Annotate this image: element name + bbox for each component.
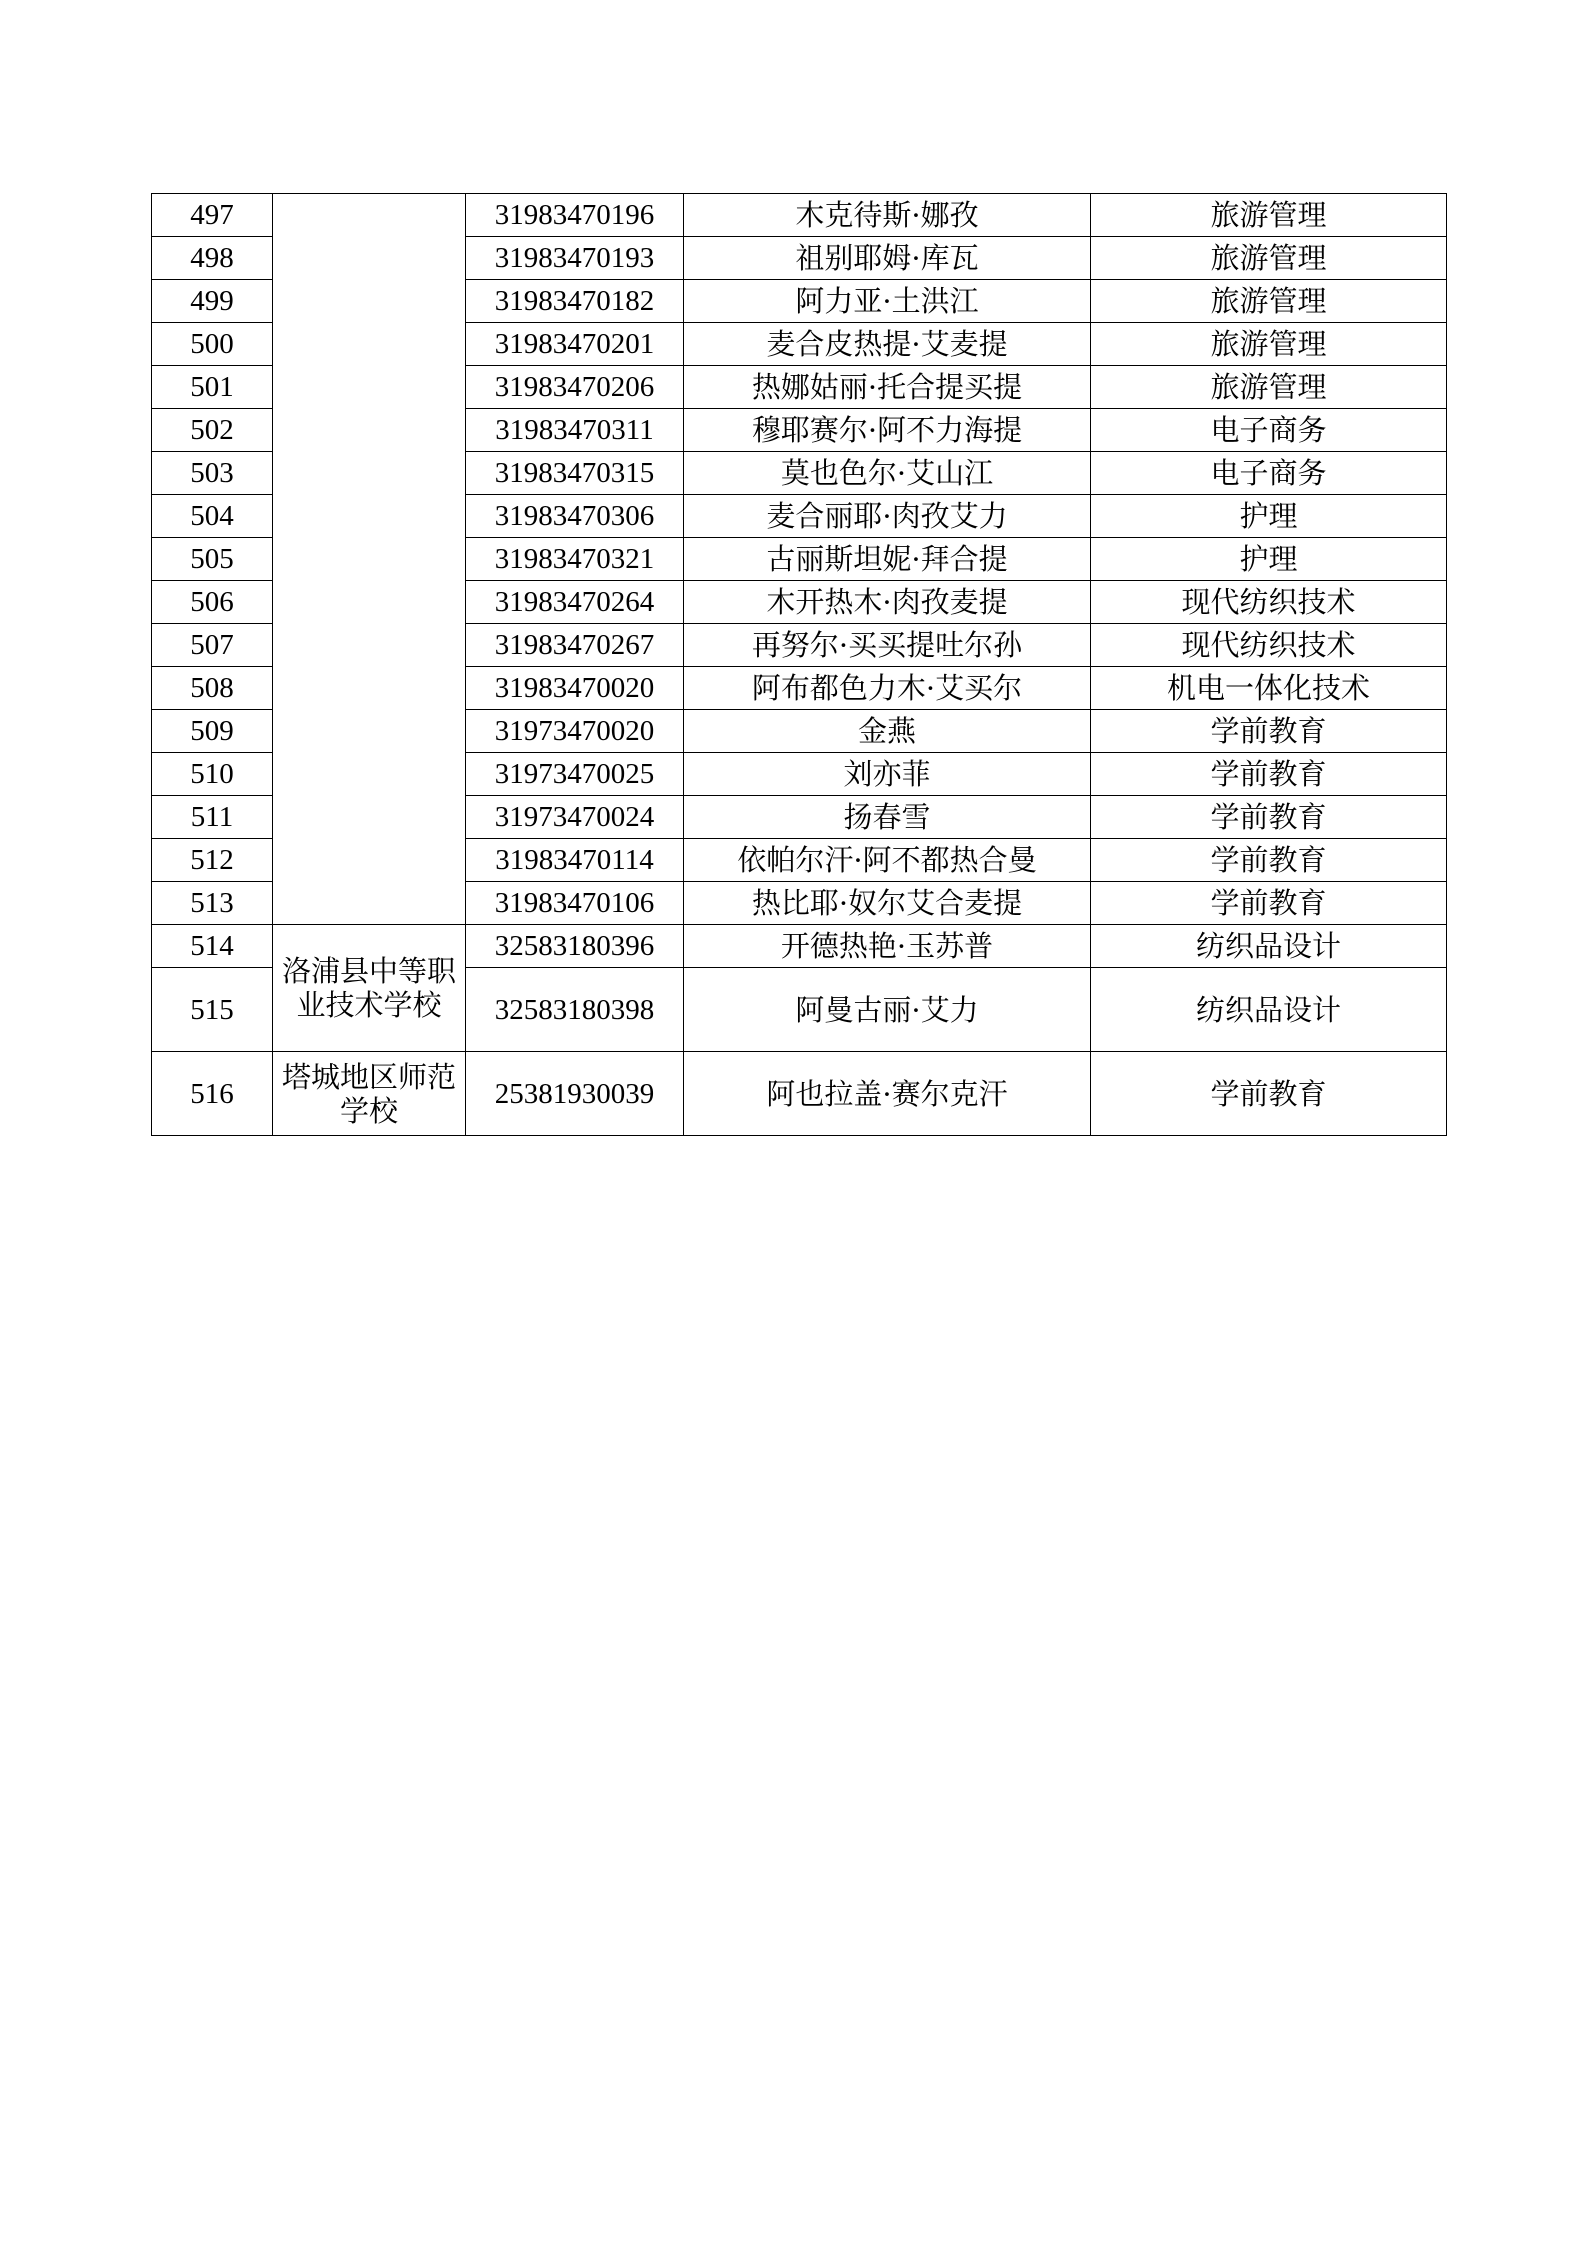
student-name-cell: 祖别耶姆·库瓦 [684,237,1091,280]
row-number-cell: 516 [152,1052,273,1136]
row-number-cell: 514 [152,925,273,968]
row-number-cell: 500 [152,323,273,366]
exam-id-cell: 31983470201 [466,323,684,366]
student-name-cell: 金燕 [684,710,1091,753]
student-name-cell: 热比耶·奴尔艾合麦提 [684,882,1091,925]
student-name-cell: 阿也拉盖·赛尔克汗 [684,1052,1091,1136]
row-number-cell: 504 [152,495,273,538]
major-cell: 旅游管理 [1091,237,1447,280]
major-cell: 纺织品设计 [1091,968,1447,1052]
row-number-cell: 498 [152,237,273,280]
student-name-cell: 穆耶赛尔·阿不力海提 [684,409,1091,452]
school-cell-tacheng: 塔城地区师范学校 [273,1052,466,1136]
row-number-cell: 501 [152,366,273,409]
exam-id-cell: 31983470264 [466,581,684,624]
exam-id-cell: 31983470114 [466,839,684,882]
student-name-cell: 阿曼古丽·艾力 [684,968,1091,1052]
major-cell: 学前教育 [1091,710,1447,753]
exam-id-cell: 32583180398 [466,968,684,1052]
student-name-cell: 木克待斯·娜孜 [684,194,1091,237]
major-cell: 学前教育 [1091,753,1447,796]
exam-id-cell: 31983470206 [466,366,684,409]
exam-id-cell: 31983470321 [466,538,684,581]
major-cell: 旅游管理 [1091,194,1447,237]
student-name-cell: 麦合丽耶·肉孜艾力 [684,495,1091,538]
exam-id-cell: 31983470106 [466,882,684,925]
student-name-cell: 阿力亚·土洪江 [684,280,1091,323]
row-number-cell: 508 [152,667,273,710]
exam-id-cell: 31973470020 [466,710,684,753]
table-row [152,1052,1447,1136]
student-name-cell: 依帕尔汗·阿不都热合曼 [684,839,1091,882]
school-cell-luopu: 洛浦县中等职业技术学校 [273,925,466,1052]
student-name-cell: 刘亦菲 [684,753,1091,796]
student-roster-table [151,193,1447,1136]
major-cell: 机电一体化技术 [1091,667,1447,710]
major-cell: 电子商务 [1091,452,1447,495]
table-row [152,194,1447,237]
major-cell: 学前教育 [1091,796,1447,839]
exam-id-cell: 31973470024 [466,796,684,839]
exam-id-cell: 31983470182 [466,280,684,323]
row-number-cell: 515 [152,968,273,1052]
major-cell: 旅游管理 [1091,280,1447,323]
exam-id-cell: 31983470306 [466,495,684,538]
row-number-cell: 502 [152,409,273,452]
row-number-cell: 510 [152,753,273,796]
major-cell: 电子商务 [1091,409,1447,452]
exam-id-cell: 31983470311 [466,409,684,452]
major-cell: 学前教育 [1091,882,1447,925]
student-name-cell: 扬春雪 [684,796,1091,839]
student-name-cell: 麦合皮热提·艾麦提 [684,323,1091,366]
roster-body [152,194,1447,1136]
exam-id-cell: 31983470196 [466,194,684,237]
row-number-cell: 503 [152,452,273,495]
exam-id-cell: 32583180396 [466,925,684,968]
exam-id-cell: 31983470020 [466,667,684,710]
major-cell: 护理 [1091,538,1447,581]
student-name-cell: 古丽斯坦妮·拜合提 [684,538,1091,581]
student-name-cell: 开德热艳·玉苏普 [684,925,1091,968]
row-number-cell: 497 [152,194,273,237]
student-name-cell: 热娜姑丽·托合提买提 [684,366,1091,409]
major-cell: 学前教育 [1091,839,1447,882]
row-number-cell: 509 [152,710,273,753]
school-cell-first-group [273,194,466,925]
exam-id-cell: 31973470025 [466,753,684,796]
major-cell: 现代纺织技术 [1091,581,1447,624]
row-number-cell: 499 [152,280,273,323]
major-cell: 旅游管理 [1091,323,1447,366]
row-number-cell: 505 [152,538,273,581]
row-number-cell: 513 [152,882,273,925]
student-name-cell: 再努尔·买买提吐尔孙 [684,624,1091,667]
exam-id-cell: 31983470315 [466,452,684,495]
exam-id-cell: 25381930039 [466,1052,684,1136]
major-cell: 现代纺织技术 [1091,624,1447,667]
major-cell: 纺织品设计 [1091,925,1447,968]
row-number-cell: 507 [152,624,273,667]
student-name-cell: 莫也色尔·艾山江 [684,452,1091,495]
student-name-cell: 木开热木·肉孜麦提 [684,581,1091,624]
row-number-cell: 512 [152,839,273,882]
exam-id-cell: 31983470267 [466,624,684,667]
major-cell: 学前教育 [1091,1052,1447,1136]
row-number-cell: 506 [152,581,273,624]
major-cell: 护理 [1091,495,1447,538]
major-cell: 旅游管理 [1091,366,1447,409]
table-row [152,925,1447,968]
row-number-cell: 511 [152,796,273,839]
exam-id-cell: 31983470193 [466,237,684,280]
student-name-cell: 阿布都色力木·艾买尔 [684,667,1091,710]
